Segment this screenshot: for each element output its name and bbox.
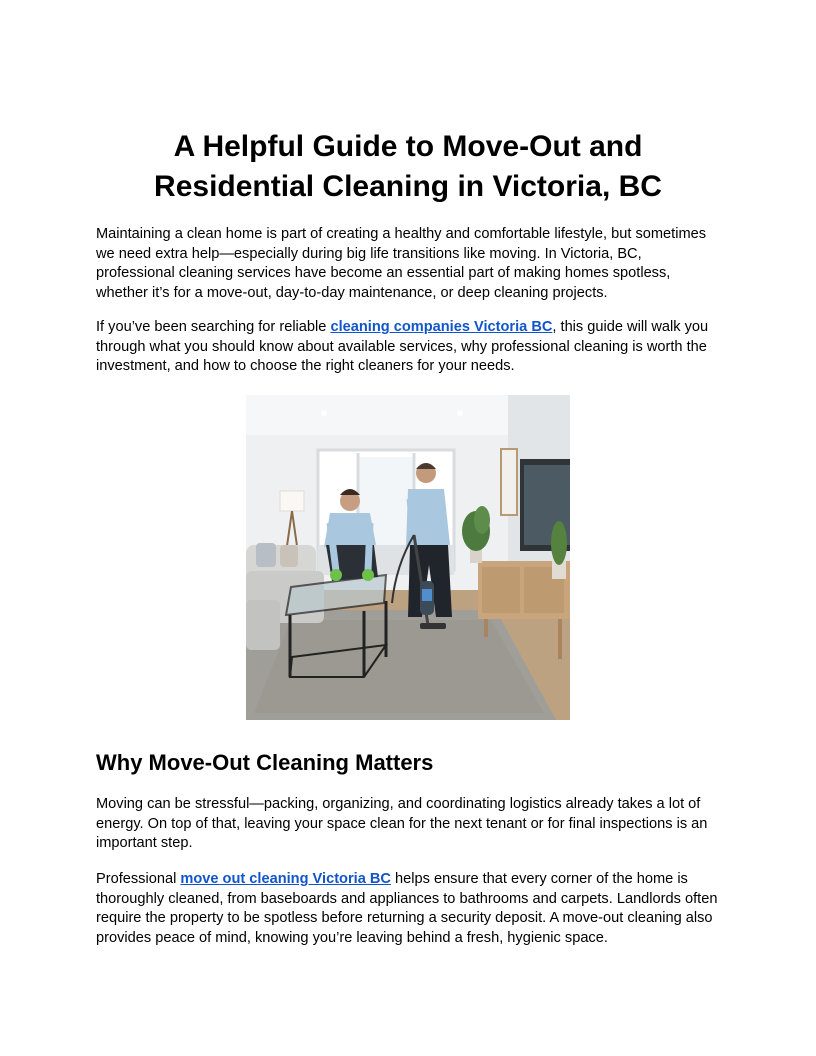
move-out-cleaning-link[interactable]: move out cleaning Victoria BC — [180, 871, 391, 887]
section-paragraph — [96, 870, 720, 948]
services-paragraph — [96, 318, 720, 377]
cleaning-photo — [246, 395, 570, 720]
paragraph-text: , this guide will walk you through what you should know about available services, why professional cleaning is worth the investment, and how to choose the right cleaners for your needs. — [96, 319, 709, 375]
section-heading: Why Move-Out Cleaning Matters — [96, 750, 434, 775]
section-paragraph: Moving can be stressful—packing, organizing, and coordinating logistics already takes a lot of energy. On top of that, leaving your space clean for the next tenant or for final inspections is an important step. — [96, 796, 708, 852]
document-title: A Helpful Guide to Move-Out and Residential Cleaning in Victoria, BC — [154, 130, 662, 203]
paragraph-text: If you’ve been searching for reliable — [96, 319, 331, 335]
paragraph-text: helps ensure that every corner of the home is thoroughly cleaned, from baseboards and appliances to bathrooms and carpets. Landlords often require the property to be spotless before returning a security deposit. A move-out cleaning also provides peace of mind, knowing you’re leaving behind a fresh, hygienic space. — [96, 871, 718, 946]
intro-paragraph: Maintaining a clean home is part of creating a healthy and comfortable lifestyle, but sometimes we need extra help—especially during big life transitions like moving. In Victoria, BC, professional cleaning services have become an essential part of making homes spotless, whether it’s for a move-out, day-to-day maintenance, or deep cleaning projects. — [96, 226, 707, 301]
paragraph-text: Professional — [96, 871, 181, 887]
cleaning-companies-link[interactable]: cleaning companies Victoria BC — [330, 319, 553, 335]
